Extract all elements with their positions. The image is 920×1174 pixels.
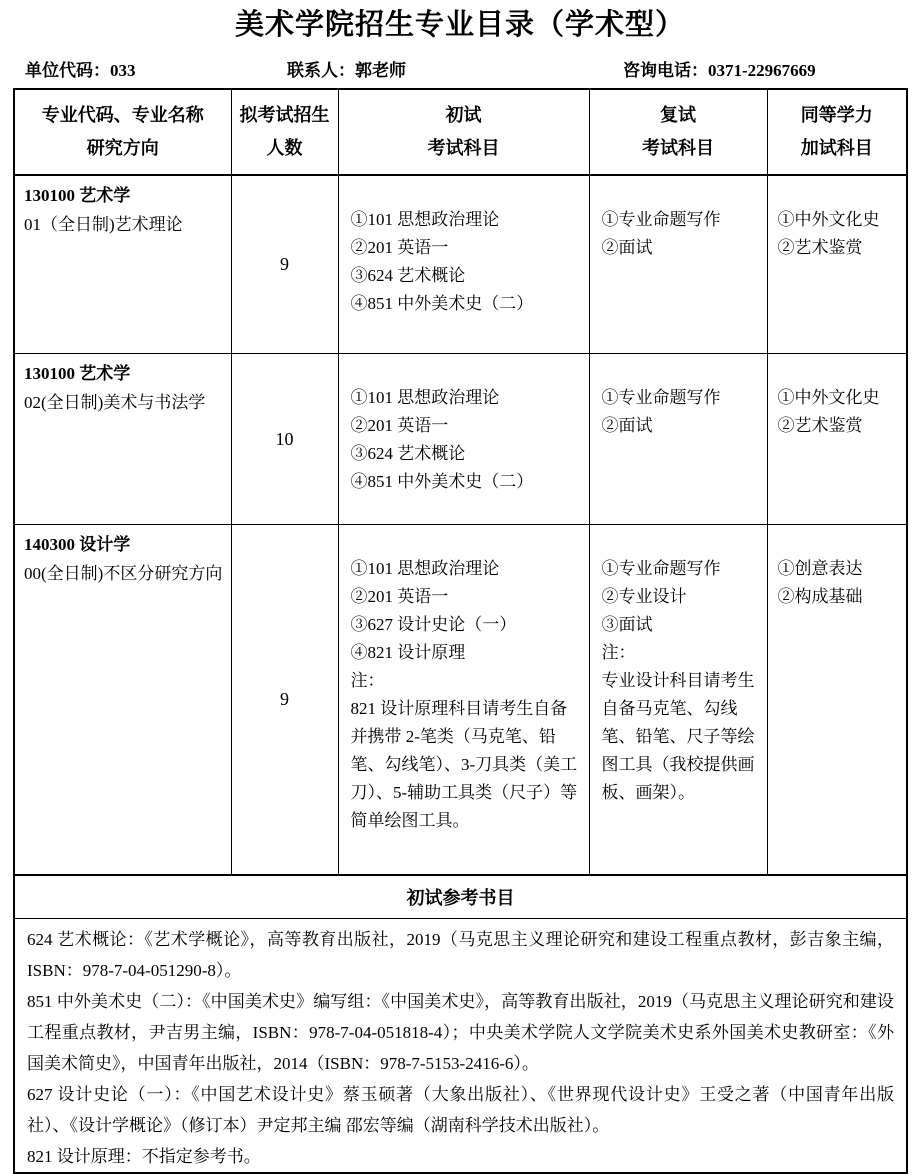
reference-item: 627 设计史论（一）：《中国艺术设计史》蔡玉硕著（大象出版社）、《世界现代设计史》王受之著（中国青年出版社）、《设计学概论》（修订本）尹定邦主编 邵宏等编（湖南科学技术出版社）。 [27, 1085, 894, 1135]
retest-cell: ①专业命题写作 ②面试 [589, 354, 767, 525]
header-initial-exam: 初试 考试科目 [338, 89, 589, 175]
equivalency-cell: ①中外文化史 ②艺术鉴赏 [767, 354, 907, 525]
table-header-row [14, 89, 907, 175]
info-row [0, 56, 920, 80]
enrollment-cell: 10 [231, 354, 338, 525]
retest-cell: ①专业命题写作 ②面试 [589, 175, 767, 354]
enrollment-cell: 9 [231, 175, 338, 354]
admissions-catalog-table [13, 88, 908, 1174]
references-cell [14, 919, 907, 1174]
header-major: 专业代码、专业名称 研究方向 [14, 89, 231, 175]
equivalency-cell: ①中外文化史 ②艺术鉴赏 [767, 175, 907, 354]
page-title: 美术学院招生专业目录（学术型） [234, 9, 685, 41]
references-row [14, 919, 907, 1174]
booklist-title: 初试参考书目 [14, 875, 907, 919]
major-cell: 140300 设计学 00(全日制)不区分研究方向 [14, 525, 231, 876]
header-equivalency: 同等学力 加试科目 [767, 89, 907, 175]
contact-person: 联系人：郭老师 [287, 61, 406, 80]
initial-exam-cell: ①101 思想政治理论 ②201 英语一 ③624 艺术概论 ④851 中外美术史（二） [338, 354, 589, 525]
table-row [14, 354, 907, 525]
table-row [14, 175, 907, 354]
retest-cell: ①专业命题写作 ②专业设计 ③面试 注： 专业设计科目请考生自备马克笔、勾线笔、铅笔、尺子等绘图工具（我校提供画板、画架）。 [589, 525, 767, 876]
equivalency-cell: ①创意表达 ②构成基础 [767, 525, 907, 876]
reference-item: 851 中外美术史（二）：《中国美术史》编写组：《中国美术史》，高等教育出版社，2019（马克思主义理论研究和建设工程重点教材，尹吉男主编，ISBN：978-7-04-051818-4）；中央美术学院人文学院美术史系外国美术史教研室：《外国美术简史》，中国青年出版社，2014（ISBN：978-7-5153-2416-6）。 [27, 992, 894, 1073]
booklist-title-row [14, 875, 907, 919]
enrollment-cell: 9 [231, 525, 338, 876]
initial-exam-cell: ①101 思想政治理论 ②201 英语一 ③624 艺术概论 ④851 中外美术史（二） [338, 175, 589, 354]
initial-exam-cell: ①101 思想政治理论 ②201 英语一 ③627 设计史论（一） ④821 设计原理 注： 821 设计原理科目请考生自备并携带 2-笔类（马克笔、铅笔、勾线笔）、3-刀具类（美工刀）、5-辅助工具类（尺子）等简单绘图工具。 [338, 525, 589, 876]
major-cell: 130100 艺术学 01（全日制)艺术理论 [14, 175, 231, 354]
inquiry-phone: 咨询电话：0371-22967669 [623, 61, 816, 80]
reference-item: 821 设计原理：不指定参考书。 [27, 1147, 261, 1166]
header-retest: 复试 考试科目 [589, 89, 767, 175]
unit-code: 单位代码：033 [25, 61, 136, 80]
header-enrollment: 拟考试招生 人数 [231, 89, 338, 175]
table-row [14, 525, 907, 876]
major-cell: 130100 艺术学 02(全日制)美术与书法学 [14, 354, 231, 525]
reference-item: 624 艺术概论：《艺术学概论》，高等教育出版社，2019（马克思主义理论研究和建设工程重点教材，彭吉象主编，ISBN：978-7-04-051290-8）。 [27, 930, 894, 980]
